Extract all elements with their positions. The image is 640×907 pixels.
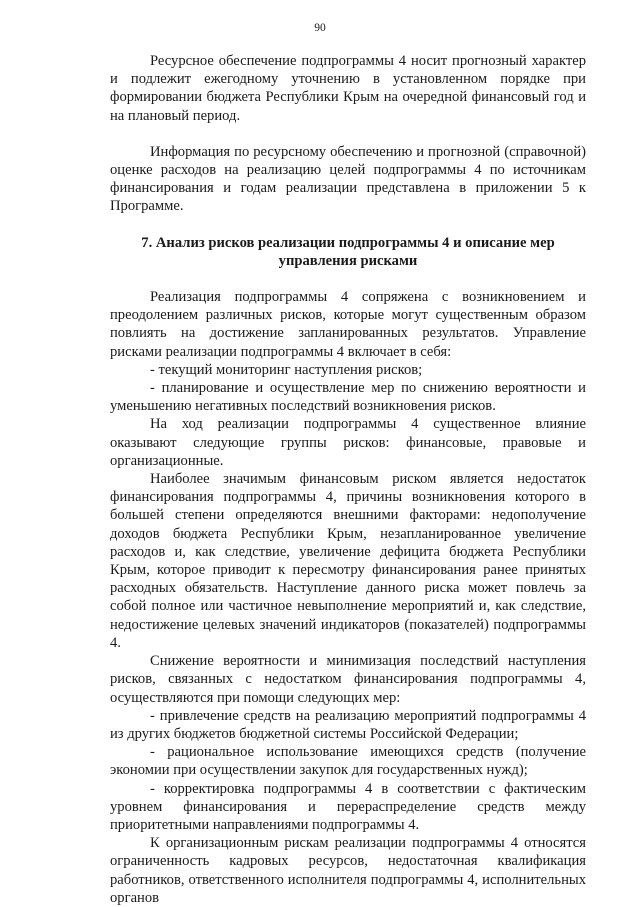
paragraph-risk-groups: На ход реализации подпрограммы 4 существенное влияние оказывают следующие группы рисков: финансовые, правовые и организационные. (110, 416, 586, 469)
paragraph-resource-info: Информация по ресурсному обеспечению и прогнозной (справочной) оценке расходов на реализацию целей подпрограммы 4 по источникам финансирования и годам реализации представлена в приложении 5 к Программе. (110, 143, 586, 215)
document-body (110, 52, 586, 907)
page-number: 90 (314, 22, 326, 34)
paragraph-risks-intro: Реализация подпрограммы 4 сопряжена с возникновением и преодолением различных рисков, которые могут существенным образом повлиять на достижение запланированных результатов. Управление рисками реализации подпрограммы 4 включает в себя: (110, 289, 586, 360)
list-item-rational-use: - рациональное использование имеющихся средств (получение экономии при осуществлении закупок для государственных нужд); (110, 744, 586, 779)
paragraph-organizational-risks: К организационным рискам реализации подпрограммы 4 относятся ограниченность кадровых ресурсов, недостаточная квалификация работников, ответственного исполнителя подпрограммы 4, исполнительных органов (110, 835, 586, 906)
list-item-planning: - планирование и осуществление мер по снижению вероятности и уменьшению негативных последствий возникновения рисков. (110, 380, 586, 415)
list-item-monitoring: - текущий мониторинг наступления рисков; (150, 361, 423, 378)
section-heading-line2: управления рисками (278, 252, 418, 269)
section-heading-line1: 7. Анализ рисков реализации подпрограммы 4 и описание мер (141, 234, 555, 251)
paragraph-risk-mitigation: Снижение вероятности и минимизация последствий наступления рисков, связанных с недостатком финансирования подпрограммы 4, осуществляются при помощи следующих мер: (110, 653, 586, 706)
list-item-adjustment: - корректировка подпрограммы 4 в соответствии с фактическим уровнем финансирования и перераспределение средств между приоритетными направлениями подпрограммы 4. (110, 780, 586, 833)
section-heading (110, 234, 586, 270)
paragraph-financial-risk: Наиболее значимым финансовым риском является недостаток финансирования подпрограммы 4, причины возникновения которого в большей степени определяются внешними факторами: недополучение доходов бюджета Республики Крым, незапланированное увеличение расходов и, как следствие, увеличение дефицита бюджета Республики Крым, которое приводит к пересмотру финансирования ранее принятых расходных обязательств. Наступление данного риска может повлечь за собой полное или частичное невыполнение мероприятий и, как следствие, недостижение целевых значений индикаторов (показателей) подпрограммы 4. (110, 471, 586, 651)
paragraph-resource-forecast: Ресурсное обеспечение подпрограммы 4 носит прогнозный характер и подлежит ежегодному уточнению в установленном порядке при формировании бюджета Республики Крым на очередной финансовый год и на плановый период. (110, 53, 586, 124)
list-item-attract-funds: - привлечение средств на реализацию мероприятий подпрограммы 4 из других бюджетов бюджетной системы Российской Федерации; (110, 707, 586, 742)
